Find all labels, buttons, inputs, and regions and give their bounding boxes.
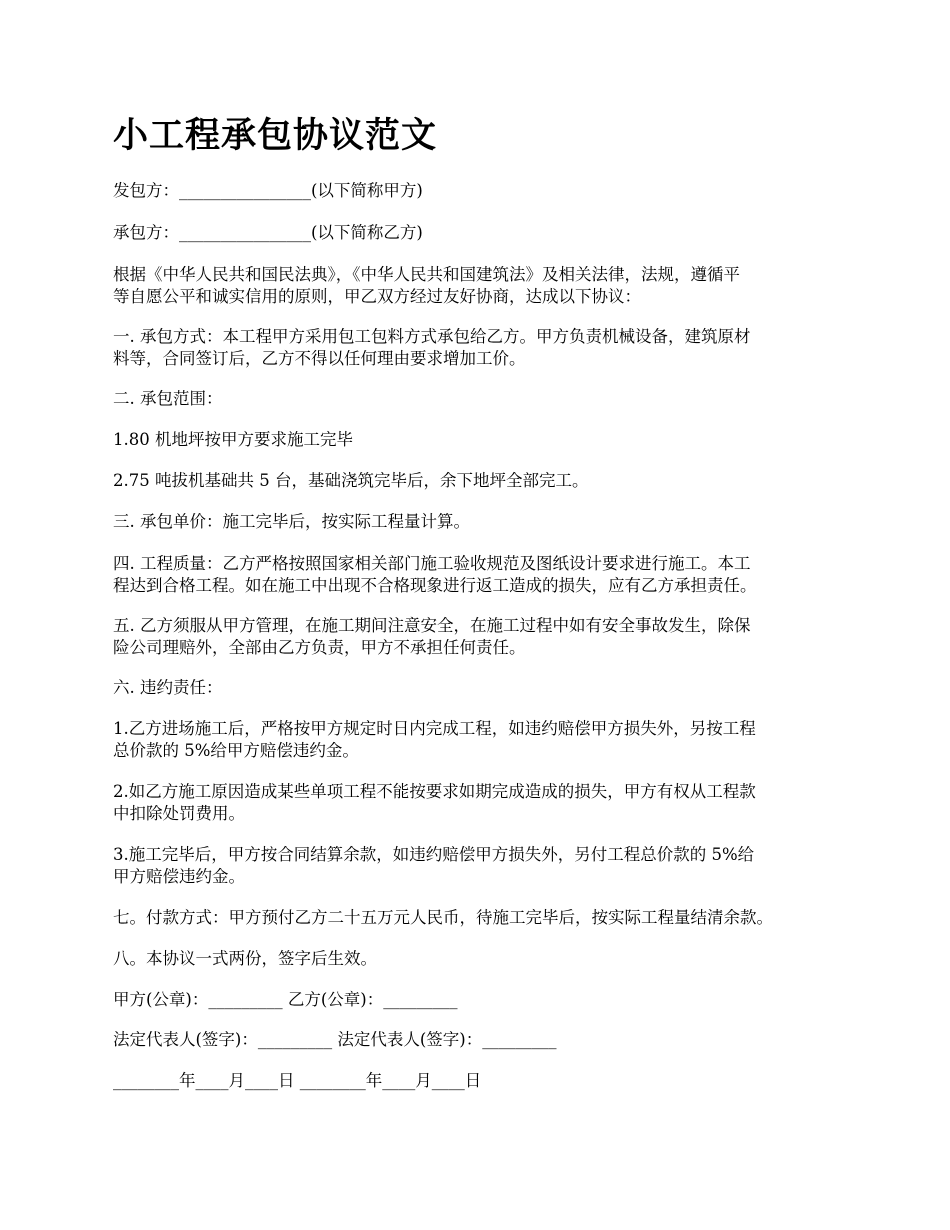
clause-payment <box>113 907 773 929</box>
text-line: 2.75 吨拔机基础共 5 台，基础浇筑完毕后，余下地坪全部完工。 <box>113 471 589 490</box>
text-line: 程达到合格工程。如在施工中出现不合格现象进行返工造成的损失，应有乙方承担责任。 <box>113 576 757 595</box>
party-b-line <box>113 222 423 244</box>
text-line: 甲方赔偿违约金。 <box>113 867 245 886</box>
text-line: 料等，合同签订后，乙方不得以任何理由要求增加工价。 <box>113 349 526 368</box>
text-line: 总价款的 5%给甲方赔偿违约金。 <box>113 741 359 760</box>
text-line: 二. 承包范围： <box>113 389 223 408</box>
text-line: 一. 承包方式：本工程甲方采用包工包料方式承包给乙方。甲方负责机械设备，建筑原材 <box>113 327 751 346</box>
scope-item-2 <box>113 470 588 492</box>
clause-safety <box>113 615 751 659</box>
clause-contract-method <box>113 326 751 370</box>
text-line: 承包方：________________(以下简称乙方) <box>113 223 423 242</box>
text-line: 根据《中华人民共和国民法典》，《中华人民共和国建筑法》及相关法律，法规，遵循平 <box>113 265 740 284</box>
signature-representative-line <box>113 1029 557 1051</box>
text-line: 1.乙方进场施工后，严格按甲方规定时日内完成工程，如违约赔偿甲方损失外，另按工程 <box>113 719 756 738</box>
text-line: 2.如乙方施工原因造成某些单项工程不能按要求如期完成造成的损失，甲方有权从工程款 <box>113 782 756 801</box>
text-line: 三. 承包单价：施工完毕后，按实际工程量计算。 <box>113 512 470 531</box>
clause-scope-heading <box>113 388 223 410</box>
clause-quality <box>113 553 757 597</box>
preamble-paragraph <box>113 264 740 308</box>
text-line: 四. 工程质量：乙方严格按照国家相关部门施工验收规范及图纸设计要求进行施工。本工 <box>113 554 751 573</box>
text-line: 法定代表人(签字)：_________ 法定代表人(签字)：_________ <box>113 1030 557 1049</box>
text-line: 中扣除处罚费用。 <box>113 804 245 823</box>
clause-breach-heading <box>113 677 223 699</box>
signature-date-line <box>113 1070 481 1092</box>
document-title: 小工程承包协议范文 <box>113 115 438 156</box>
text-line: 甲方(公章)：_________ 乙方(公章)：_________ <box>113 990 458 1009</box>
text-line: 七。付款方式：甲方预付乙方二十五万元人民币，待施工完毕后，按实际工程量结清余款。 <box>113 908 773 927</box>
text-line: 1.80 机地坪按甲方要求施工完毕 <box>113 430 353 449</box>
text-line: 六. 违约责任： <box>113 678 223 697</box>
clause-effective <box>113 948 377 970</box>
text-line: 险公司理赔外，全部由乙方负责，甲方不承担任何责任。 <box>113 638 526 657</box>
text-line: 五. 乙方须服从甲方管理，在施工期间注意安全，在施工过程中如有安全事故发生，除保 <box>113 616 751 635</box>
breach-item-3 <box>113 844 754 888</box>
breach-item-1 <box>113 718 756 762</box>
party-a-line <box>113 180 423 202</box>
breach-item-2 <box>113 781 756 825</box>
text-line: 等自愿公平和诚实信用的原则，甲乙双方经过友好协商，达成以下协议： <box>113 287 641 306</box>
signature-seal-line <box>113 989 458 1011</box>
clause-unit-price <box>113 511 470 533</box>
text-line: 八。本协议一式两份，签字后生效。 <box>113 949 377 968</box>
text-line: 3.施工完毕后，甲方按合同结算余款，如违约赔偿甲方损失外，另付工程总价款的 5%给 <box>113 845 755 864</box>
text-line: ________年____月____日 ________年____月____日 <box>113 1071 482 1090</box>
text-line: 发包方：________________(以下简称甲方) <box>113 181 423 200</box>
scope-item-1 <box>113 429 353 451</box>
